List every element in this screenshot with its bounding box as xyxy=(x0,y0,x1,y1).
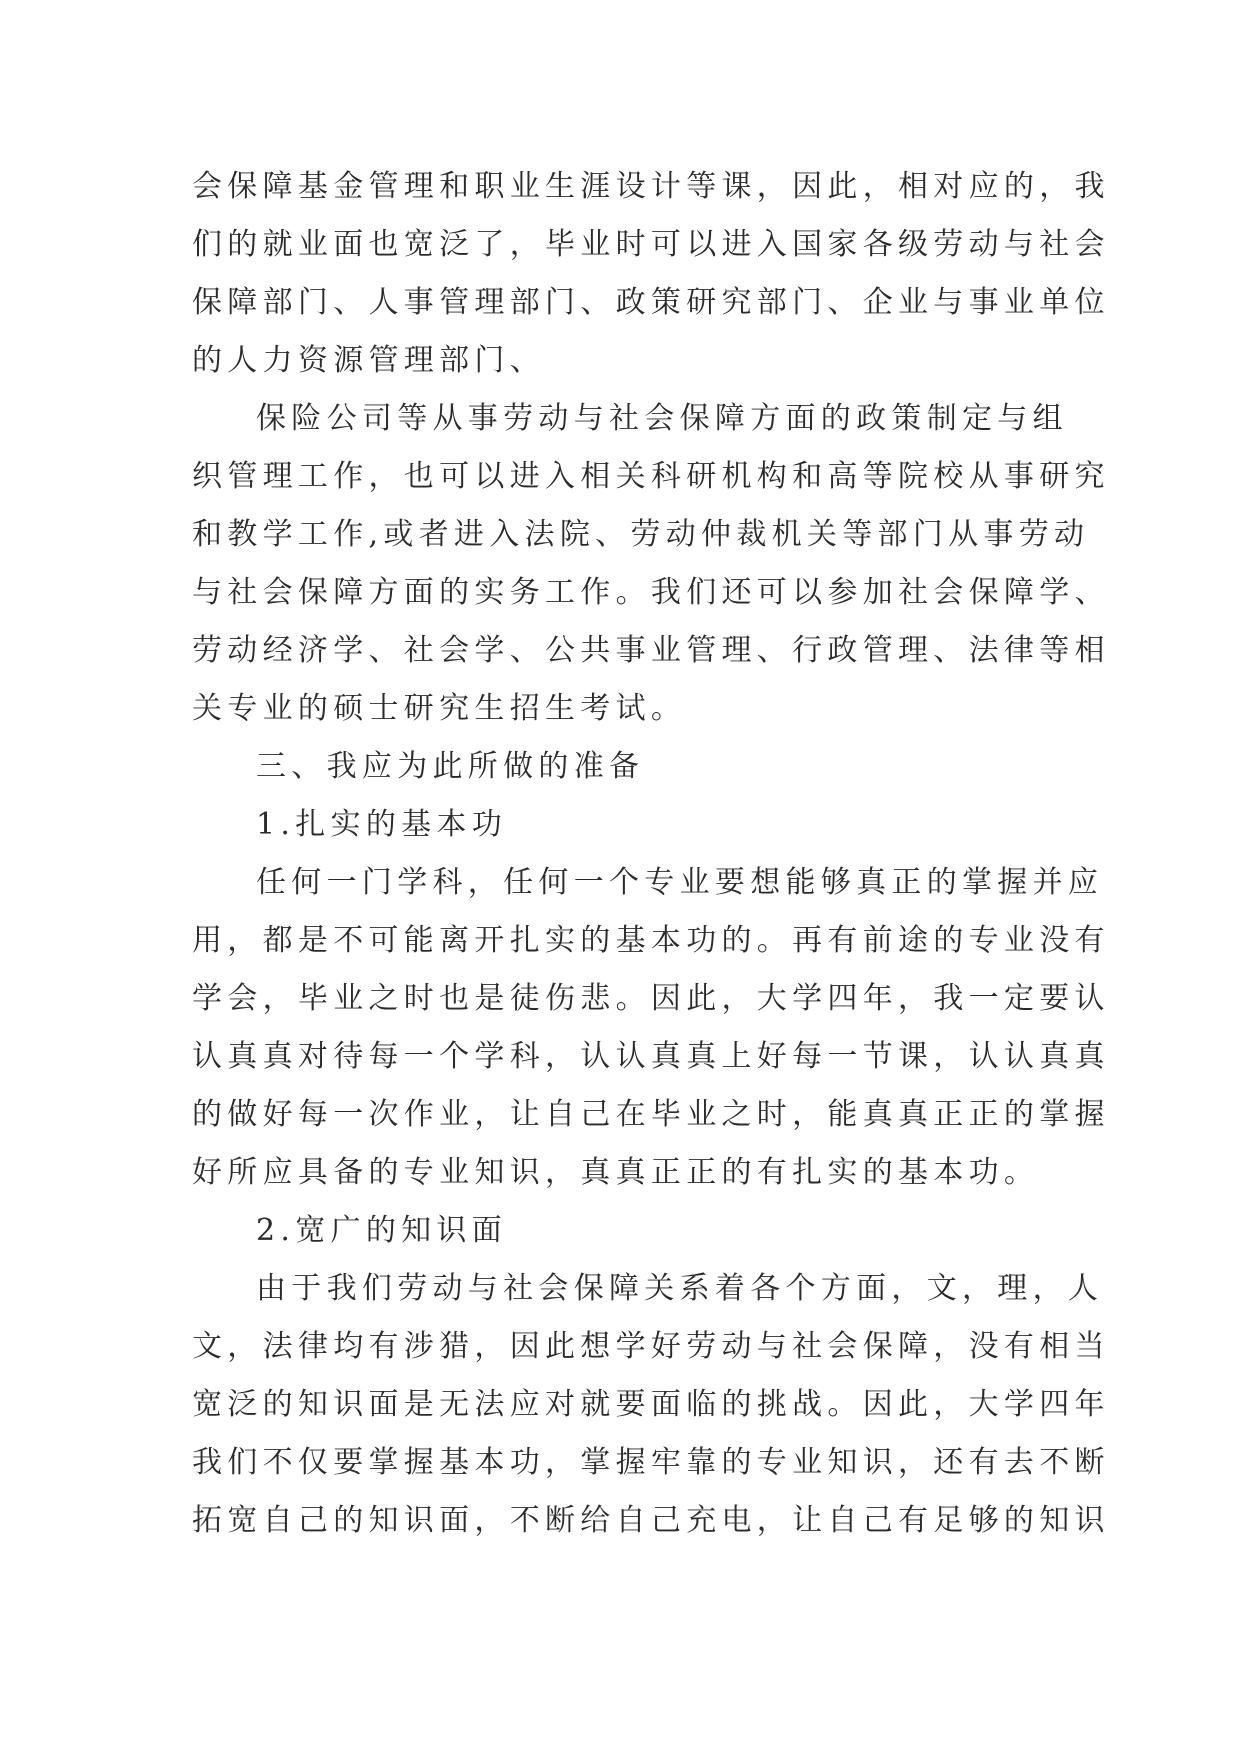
document-body xyxy=(192,158,1110,1550)
subsection-heading: 2.宽广的知识面 xyxy=(256,1213,508,1248)
text-line: 的人力资源管理部门、 xyxy=(192,343,545,378)
text-line: 学会，毕业之时也是徒伤悲。因此，大学四年，我一定要认 xyxy=(192,981,1110,1016)
text-line: 文，法律均有涉猎，因此想学好劳动与社会保障，没有相当 xyxy=(192,1329,1110,1364)
text-line: 和教学工作,或者进入法院、劳动仲裁机关等部门从事劳动 xyxy=(192,517,1090,552)
text-line: 会保障基金管理和职业生涯设计等课，因此，相对应的，我 xyxy=(192,169,1110,204)
text-line: 的做好每一次作业，让自己在毕业之时，能真真正正的掌握 xyxy=(192,1097,1110,1132)
text-line: 拓宽自己的知识面，不断给自己充电，让自己有足够的知识 xyxy=(192,1503,1110,1538)
text-line: 任何一门学科，任何一个专业要想能够真正的掌握并应 xyxy=(256,865,1104,900)
text-line: 认真真对待每一个学科，认认真真上好每一节课，认认真真 xyxy=(192,1039,1110,1074)
text-line: 我们不仅要掌握基本功，掌握牢靠的专业知识，还有去不断 xyxy=(192,1445,1110,1480)
text-line: 由于我们劳动与社会保障关系着各个方面，文，理，人 xyxy=(256,1271,1104,1306)
text-line: 宽泛的知识面是无法应对就要面临的挑战。因此，大学四年 xyxy=(192,1387,1110,1422)
text-line: 好所应具备的专业知识，真真正正的有扎实的基本功。 xyxy=(192,1155,1040,1190)
text-line: 保险公司等从事劳动与社会保障方面的政策制定与组 xyxy=(256,401,1068,436)
text-line: 劳动经济学、社会学、公共事业管理、行政管理、法律等相 xyxy=(192,633,1110,668)
text-line: 用，都是不可能离开扎实的基本功的。再有前途的专业没有 xyxy=(192,923,1110,958)
text-line: 关专业的硕士研究生招生考试。 xyxy=(192,691,687,726)
subsection-heading: 1.扎实的基本功 xyxy=(256,807,508,842)
section-heading: 三、我应为此所做的准备 xyxy=(256,749,645,784)
text-line: 保障部门、人事管理部门、政策研究部门、企业与事业单位 xyxy=(192,285,1110,320)
text-line: 与社会保障方面的实务工作。我们还可以参加社会保障学、 xyxy=(192,575,1110,610)
text-line: 们的就业面也宽泛了，毕业时可以进入国家各级劳动与社会 xyxy=(192,227,1110,262)
text-line: 织管理工作，也可以进入相关科研机构和高等院校从事研究 xyxy=(192,459,1110,494)
